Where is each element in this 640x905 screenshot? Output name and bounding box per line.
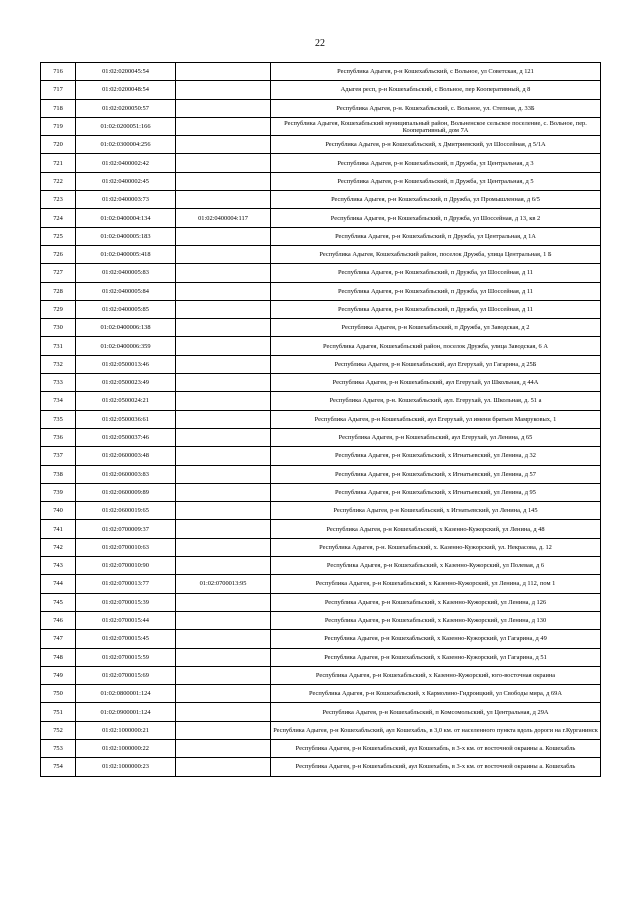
row-number-cell: 740 bbox=[41, 502, 76, 520]
row-number-cell: 753 bbox=[41, 739, 76, 757]
table-row bbox=[41, 685, 601, 703]
parent-cadastral-cell bbox=[176, 245, 271, 263]
table-row bbox=[41, 300, 601, 318]
address-cell: Республика Адыгея, р-н Кошехабльский, аул Егерухай, ул Гагарина, д 25Б bbox=[271, 355, 601, 373]
parent-cadastral-cell bbox=[176, 520, 271, 538]
row-number-cell: 732 bbox=[41, 355, 76, 373]
cadastral-number-cell: 01:02:0700013:77 bbox=[76, 575, 176, 593]
cadastral-number-cell: 01:02:0300004:256 bbox=[76, 136, 176, 154]
parent-cadastral-cell bbox=[176, 117, 271, 135]
parent-cadastral-cell: 01:02:0400004:117 bbox=[176, 209, 271, 227]
parent-cadastral-cell bbox=[176, 300, 271, 318]
table-row bbox=[41, 172, 601, 190]
row-number-cell: 754 bbox=[41, 758, 76, 776]
address-cell: Республика Адыгея, р-н Кошехабльский, х Игнатьевский, ул Ленина, д 57 bbox=[271, 465, 601, 483]
cadastral-number-cell: 01:02:0400006:359 bbox=[76, 337, 176, 355]
address-cell: Республика Адыгея, р-н Кошехабльский, п Дружба, ул Шоссейная, д 11 bbox=[271, 264, 601, 282]
table-row bbox=[41, 483, 601, 501]
address-cell: Республика Адыгея, р-н Кошехабльский, х Игнатьевский, ул Ленина, д 95 bbox=[271, 483, 601, 501]
address-cell: Республика Адыгея, р-н Кошехабльский, аул Кошехабль, в 3,0 км. от населенного пункта вдоль дороги на г.Курганинск bbox=[271, 721, 601, 739]
cadastral-number-cell: 01:02:0700009:37 bbox=[76, 520, 176, 538]
cadastral-number-cell: 01:02:0500013:46 bbox=[76, 355, 176, 373]
cadastral-number-cell: 01:02:0400005:183 bbox=[76, 227, 176, 245]
cadastral-number-cell: 01:02:0400002:42 bbox=[76, 154, 176, 172]
row-number-cell: 720 bbox=[41, 136, 76, 154]
row-number-cell: 721 bbox=[41, 154, 76, 172]
row-number-cell: 749 bbox=[41, 666, 76, 684]
table-row bbox=[41, 447, 601, 465]
row-number-cell: 733 bbox=[41, 374, 76, 392]
row-number-cell: 724 bbox=[41, 209, 76, 227]
cadastral-number-cell: 01:02:0200050:57 bbox=[76, 99, 176, 117]
parent-cadastral-cell bbox=[176, 447, 271, 465]
address-cell: Республика Адыгея, р-н Кошехабльский, х Дмитриевский, ул Шоссейная, д 5/1А bbox=[271, 136, 601, 154]
table-row bbox=[41, 392, 601, 410]
table-row bbox=[41, 739, 601, 757]
table-row bbox=[41, 136, 601, 154]
address-cell: Республика Адыгея, р-н Кошехабльский, п Дружба, ул Центральная, д 1А bbox=[271, 227, 601, 245]
table-row bbox=[41, 465, 601, 483]
cadastral-number-cell: 01:02:0400005:83 bbox=[76, 264, 176, 282]
cadastral-number-cell: 01:02:0500023:49 bbox=[76, 374, 176, 392]
address-cell: Республика Адыгея, р-н Кошехабльский, п Дружба, ул Шоссейная, д 13, кв 2 bbox=[271, 209, 601, 227]
address-cell: Республика Адыгея, р-н Кошехабльский, х Казенно-Кужорский, ул Гагарина, д 49 bbox=[271, 630, 601, 648]
table-row bbox=[41, 99, 601, 117]
row-number-cell: 750 bbox=[41, 685, 76, 703]
cadastral-number-cell: 01:02:0500036:61 bbox=[76, 410, 176, 428]
table-row bbox=[41, 245, 601, 263]
address-cell: Республика Адыгея, р-н Кошехабльский, п Дружба, ул Шоссейная, д 11 bbox=[271, 282, 601, 300]
table-row bbox=[41, 703, 601, 721]
cadastral-number-cell: 01:02:0800001:124 bbox=[76, 685, 176, 703]
address-cell: Республика Адыгея, р-н Кошехабльский, х Казенно-Кужорский, ул Гагарина, д 51 bbox=[271, 648, 601, 666]
parent-cadastral-cell bbox=[176, 428, 271, 446]
row-number-cell: 747 bbox=[41, 630, 76, 648]
parent-cadastral-cell bbox=[176, 99, 271, 117]
row-number-cell: 722 bbox=[41, 172, 76, 190]
cadastral-number-cell: 01:02:0700015:45 bbox=[76, 630, 176, 648]
row-number-cell: 743 bbox=[41, 557, 76, 575]
cadastral-number-cell: 01:02:0400002:45 bbox=[76, 172, 176, 190]
row-number-cell: 738 bbox=[41, 465, 76, 483]
parent-cadastral-cell bbox=[176, 154, 271, 172]
row-number-cell: 726 bbox=[41, 245, 76, 263]
address-cell: Республика Адыгея, р-н Кошехабльский, аул Егерухай, ул Школьная, д 44А bbox=[271, 374, 601, 392]
parent-cadastral-cell bbox=[176, 648, 271, 666]
table-row bbox=[41, 575, 601, 593]
registry-table-body bbox=[41, 63, 601, 777]
table-row bbox=[41, 758, 601, 776]
row-number-cell: 727 bbox=[41, 264, 76, 282]
address-cell: Республика Адыгея, Кошехабльский район, поселок Дружба, улица Заводская, 6 А bbox=[271, 337, 601, 355]
parent-cadastral-cell bbox=[176, 319, 271, 337]
table-row bbox=[41, 319, 601, 337]
address-cell: Республика Адыгея, р-н Кошехабльский, х Казенно-Кужорский, ул Ленина, д 112, пом 1 bbox=[271, 575, 601, 593]
cadastral-number-cell: 01:02:1000000:22 bbox=[76, 739, 176, 757]
address-cell: Республика Адыгея, р-н Кошехабльский, с Вольное, ул Советская, д 121 bbox=[271, 63, 601, 81]
address-cell: Республика Адыгея, р-н Кошехабльский, п Дружба, ул Заводская, д 2 bbox=[271, 319, 601, 337]
row-number-cell: 739 bbox=[41, 483, 76, 501]
address-cell: Республика Адыгея, р-н Кошехабльский, аул Егерухай, ул Ленина, д 65 bbox=[271, 428, 601, 446]
cadastral-number-cell: 01:02:0400005:418 bbox=[76, 245, 176, 263]
address-cell: Республика Адыгея, р-н Кошехабльский, п Дружба, ул Шоссейная, д 11 bbox=[271, 300, 601, 318]
row-number-cell: 734 bbox=[41, 392, 76, 410]
cadastral-number-cell: 01:02:0700010:63 bbox=[76, 538, 176, 556]
table-row bbox=[41, 191, 601, 209]
row-number-cell: 751 bbox=[41, 703, 76, 721]
cadastral-number-cell: 01:02:0200048:54 bbox=[76, 81, 176, 99]
table-row bbox=[41, 538, 601, 556]
address-cell: Республика Адыгея, р-н Кошехабльский, п Комсомольский, ул Центральная, д 29А bbox=[271, 703, 601, 721]
row-number-cell: 752 bbox=[41, 721, 76, 739]
row-number-cell: 748 bbox=[41, 648, 76, 666]
address-cell: Республика Адыгея, р-н Кошехабльский, х Кармолино-Гидроицкий, ул Свободы мира, д 69А bbox=[271, 685, 601, 703]
table-row bbox=[41, 520, 601, 538]
registry-table bbox=[40, 62, 601, 777]
address-cell: Республика Адыгея, р-н Кошехабльский, п Дружба, ул Промышленная, д 6/5 bbox=[271, 191, 601, 209]
parent-cadastral-cell bbox=[176, 172, 271, 190]
parent-cadastral-cell bbox=[176, 227, 271, 245]
cadastral-number-cell: 01:02:0400005:84 bbox=[76, 282, 176, 300]
address-cell: Республика Адыгея, р-н Кошехабльский, х Казенно-Кужорский, юго-восточная окраина bbox=[271, 666, 601, 684]
cadastral-number-cell: 01:02:0600019:65 bbox=[76, 502, 176, 520]
row-number-cell: 741 bbox=[41, 520, 76, 538]
row-number-cell: 717 bbox=[41, 81, 76, 99]
parent-cadastral-cell bbox=[176, 410, 271, 428]
address-cell: Республика Адыгея, р-н. Кошехабльский, с. Вольное, ул. Степная, д. 33Б bbox=[271, 99, 601, 117]
row-number-cell: 745 bbox=[41, 593, 76, 611]
cadastral-number-cell: 01:02:0400004:134 bbox=[76, 209, 176, 227]
table-row bbox=[41, 63, 601, 81]
table-row bbox=[41, 611, 601, 629]
address-cell: Республика Адыгея, р-н. Кошехабльский, х. Казенно-Кужорский, ул. Некрасова, д. 12 bbox=[271, 538, 601, 556]
cadastral-number-cell: 01:02:0500024:21 bbox=[76, 392, 176, 410]
table-row bbox=[41, 227, 601, 245]
address-cell: Республика Адыгея, р-н Кошехабльский, п Дружба, ул Центральная, д 5 bbox=[271, 172, 601, 190]
table-row bbox=[41, 666, 601, 684]
table-row bbox=[41, 117, 601, 135]
table-row bbox=[41, 410, 601, 428]
table-row bbox=[41, 154, 601, 172]
table-row bbox=[41, 209, 601, 227]
cadastral-number-cell: 01:02:0600009:89 bbox=[76, 483, 176, 501]
address-cell: Республика Адыгея, р-н Кошехабльский, п Дружба, ул Центральная, д 3 bbox=[271, 154, 601, 172]
parent-cadastral-cell bbox=[176, 63, 271, 81]
row-number-cell: 723 bbox=[41, 191, 76, 209]
parent-cadastral-cell bbox=[176, 465, 271, 483]
cadastral-number-cell: 01:02:0700015:69 bbox=[76, 666, 176, 684]
cadastral-number-cell: 01:02:0700015:59 bbox=[76, 648, 176, 666]
row-number-cell: 731 bbox=[41, 337, 76, 355]
row-number-cell: 737 bbox=[41, 447, 76, 465]
cadastral-number-cell: 01:02:1000000:23 bbox=[76, 758, 176, 776]
address-cell: Республика Адыгея, Кошехабльский район, поселок Дружба, улица Центральная, 1 Б bbox=[271, 245, 601, 263]
parent-cadastral-cell: 01:02:0700013:95 bbox=[176, 575, 271, 593]
cadastral-number-cell: 01:02:0500037:46 bbox=[76, 428, 176, 446]
parent-cadastral-cell bbox=[176, 721, 271, 739]
table-row bbox=[41, 630, 601, 648]
parent-cadastral-cell bbox=[176, 611, 271, 629]
table-row bbox=[41, 337, 601, 355]
row-number-cell: 716 bbox=[41, 63, 76, 81]
row-number-cell: 735 bbox=[41, 410, 76, 428]
row-number-cell: 719 bbox=[41, 117, 76, 135]
parent-cadastral-cell bbox=[176, 282, 271, 300]
table-row bbox=[41, 648, 601, 666]
address-cell: Республика Адыгея, р-н Кошехабльский, х Игнатьевский, ул Ленина, д 32 bbox=[271, 447, 601, 465]
parent-cadastral-cell bbox=[176, 685, 271, 703]
row-number-cell: 744 bbox=[41, 575, 76, 593]
cadastral-number-cell: 01:02:0600003:48 bbox=[76, 447, 176, 465]
cadastral-number-cell: 01:02:0700015:44 bbox=[76, 611, 176, 629]
parent-cadastral-cell bbox=[176, 666, 271, 684]
parent-cadastral-cell bbox=[176, 374, 271, 392]
table-row bbox=[41, 81, 601, 99]
cadastral-number-cell: 01:02:0400003:73 bbox=[76, 191, 176, 209]
address-cell: Республика Адыгея, р-н Кошехабльский, х Казенно-Кужорский, ул Ленина, д 130 bbox=[271, 611, 601, 629]
address-cell: Республика Адыгея, р-н Кошехабльский, х Казенно-Кужорский, ул Ленина, д 126 bbox=[271, 593, 601, 611]
cadastral-number-cell: 01:02:0700015:39 bbox=[76, 593, 176, 611]
cadastral-number-cell: 01:02:0200045:54 bbox=[76, 63, 176, 81]
table-row bbox=[41, 593, 601, 611]
table-row bbox=[41, 557, 601, 575]
address-cell: Республика Адыгея, Кошехабльский муниципальный район, Вольненское сельское поселение, с. Вольное, пер. Кооперативный, дом 7А bbox=[271, 117, 601, 135]
table-row bbox=[41, 374, 601, 392]
row-number-cell: 728 bbox=[41, 282, 76, 300]
row-number-cell: 730 bbox=[41, 319, 76, 337]
table-row bbox=[41, 502, 601, 520]
parent-cadastral-cell bbox=[176, 337, 271, 355]
parent-cadastral-cell bbox=[176, 758, 271, 776]
address-cell: Республика Адыгея, р-н Кошехабльский, х Казенно-Кужорский, ул Полевая, д 6 bbox=[271, 557, 601, 575]
row-number-cell: 729 bbox=[41, 300, 76, 318]
table-row bbox=[41, 282, 601, 300]
row-number-cell: 746 bbox=[41, 611, 76, 629]
page-number: 22 bbox=[315, 38, 325, 49]
address-cell: Республика Адыгея, р-н Кошехабльский, х Игнатьевский, ул Ленина, д 145 bbox=[271, 502, 601, 520]
table-row bbox=[41, 428, 601, 446]
parent-cadastral-cell bbox=[176, 264, 271, 282]
parent-cadastral-cell bbox=[176, 593, 271, 611]
parent-cadastral-cell bbox=[176, 81, 271, 99]
parent-cadastral-cell bbox=[176, 191, 271, 209]
parent-cadastral-cell bbox=[176, 483, 271, 501]
parent-cadastral-cell bbox=[176, 630, 271, 648]
cadastral-number-cell: 01:02:0700010:90 bbox=[76, 557, 176, 575]
address-cell: Республика Адыгея, р-н Кошехабльский, аул Кошехабль, в 3-х км. от восточной окраины а. Кошехабль bbox=[271, 739, 601, 757]
row-number-cell: 736 bbox=[41, 428, 76, 446]
parent-cadastral-cell bbox=[176, 136, 271, 154]
parent-cadastral-cell bbox=[176, 392, 271, 410]
address-cell: Адыгея респ, р-н Кошехабльский, с Вольное, пер Кооперативный, д 8 bbox=[271, 81, 601, 99]
address-cell: Республика Адыгея, р-н Кошехабльский, х Казенно-Кужорский, ул Ленина, д 48 bbox=[271, 520, 601, 538]
parent-cadastral-cell bbox=[176, 502, 271, 520]
parent-cadastral-cell bbox=[176, 355, 271, 373]
cadastral-number-cell: 01:02:0600003:83 bbox=[76, 465, 176, 483]
table-row bbox=[41, 721, 601, 739]
parent-cadastral-cell bbox=[176, 703, 271, 721]
cadastral-number-cell: 01:02:0400006:138 bbox=[76, 319, 176, 337]
parent-cadastral-cell bbox=[176, 538, 271, 556]
row-number-cell: 742 bbox=[41, 538, 76, 556]
cadastral-number-cell: 01:02:0400005:85 bbox=[76, 300, 176, 318]
cadastral-number-cell: 01:02:1000000:21 bbox=[76, 721, 176, 739]
parent-cadastral-cell bbox=[176, 557, 271, 575]
address-cell: Республика Адыгея, р-н. Кошехабльский, аул. Егерухай, ул. Школьная, д. 51 а bbox=[271, 392, 601, 410]
parent-cadastral-cell bbox=[176, 739, 271, 757]
address-cell: Республика Адыгея, р-н Кошехабльский, аул Кошехабль, в 3-х км. от восточной окраины а. Кошехабль bbox=[271, 758, 601, 776]
row-number-cell: 718 bbox=[41, 99, 76, 117]
row-number-cell: 725 bbox=[41, 227, 76, 245]
cadastral-number-cell: 01:02:0900001:124 bbox=[76, 703, 176, 721]
table-row bbox=[41, 264, 601, 282]
table-row bbox=[41, 355, 601, 373]
address-cell: Республика Адыгея, р-н Кошехабльский, аул Егерухай, ул имени братьев Мамруковых, 1 bbox=[271, 410, 601, 428]
cadastral-number-cell: 01:02:0200051:166 bbox=[76, 117, 176, 135]
